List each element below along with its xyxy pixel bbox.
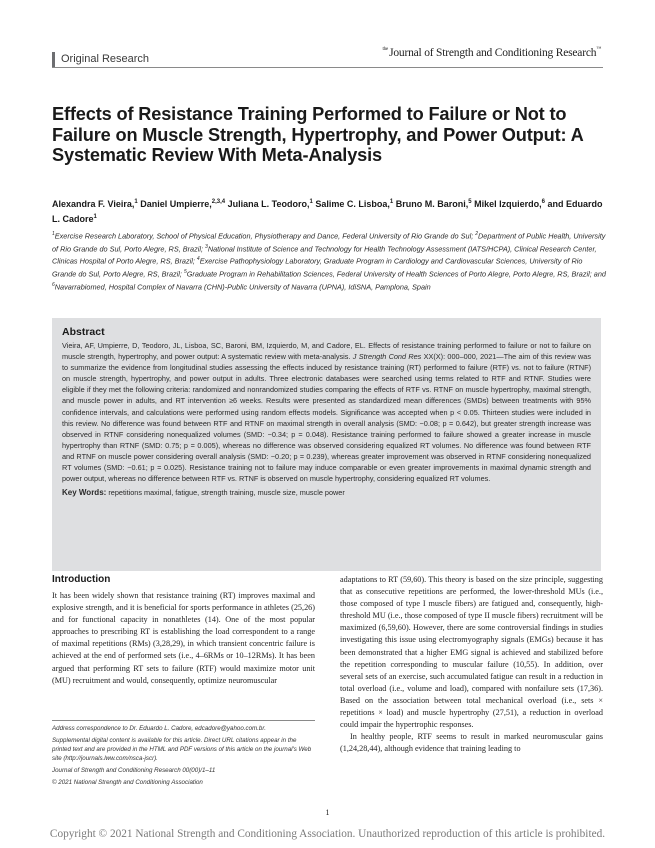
author-name: Salime C. Lisboa, — [315, 199, 390, 209]
affiliation-text: Graduate Program in Rehabilitation Sciences, Federal University of Health Sciences of Porto Alegre, Porto Alegre, RS, Brazil; and — [186, 269, 606, 279]
affiliation-marker: 5 — [183, 269, 187, 276]
abstract-heading: Abstract — [62, 326, 105, 338]
author-affiliation-marker: 1 — [93, 213, 97, 220]
author-name: and Eduardo L. Cadore — [52, 199, 603, 224]
abstract-text — [62, 340, 591, 484]
affiliation-text: Navarrabiomed, Hospital Complex of Navarra (CHN)-Public University of Navarra (UPNA), IdiSNA, Pamplona, Spain — [54, 282, 431, 292]
supplemental-note: Supplemental digital content is available for this article. Direct URL citations appear in the printed text and are provided in the HTML and PDF versions of this article on the journal's Web site (http://journals.lww.com/nsca-jscr). — [52, 737, 312, 762]
abstract-citation-volume: XX(X): 000–000, 2021— — [423, 352, 504, 362]
copyright-banner: Copyright © 2021 National Strength and Conditioning Association. Unauthorized reproduction of this article is prohibited. — [49, 828, 606, 840]
author-name: Alexandra F. Vieira, — [52, 199, 135, 209]
abstract-body: The aim of this review was to summarize the evidence from longitudinal studies assessing the effects induced by resistance training (RT) performed to failure (RTF) vs. not to failure (RTNF) on muscle strength, hypertrophy, and power output in adults. Three electronic databases were searched using terms related to RTF and RTNF. Studies were eligible if they met the following criteria: randomized and nonrandomized studies comparing the effects of RTF vs. RTNF on muscle hypertrophy, maximal strength, and muscle power in adults, and RT intervention ≥6 weeks. Results were presented as standardized mean differences (SMDs) between treatments with 95% confidence intervals, and calculations were performed using random effects models. Significance was accepted when p < 0.05. Thirteen studies were included in this review. No difference was found between RTF and RTNF on maximal strength in overall analysis (SMD: −0.08; p = 0.642), but greater strength increase was observed in RTNF considering nonequalized volumes (SMD: −0.34; p = 0.048). Resistance training performed to failure showed a greater increase in muscle hypertrophy than RTNF (SMD: 0.75; p = 0.005), whereas no difference was observed considering equalized RT volumes. No difference was found between RTF and RTNF on muscle power considering overall analysis (SMD: −0.20; p = 0.239), whereas greater improvement was observed in RTNF considering nonequalized RT volumes (SMD: −0.61; p = 0.025). Resistance training not to failure may induce comparable or even greater improvements in maximal dynamic strength and power output, whereas no difference between RTF vs. RTNF is observed on muscle hypertrophy, considering equalized RT volumes. — [62, 352, 591, 484]
page-number: 1 — [325, 808, 330, 817]
author-name: Mikel Izquierdo, — [474, 199, 542, 209]
introduction-paragraph: It has been widely shown that resistance training (RT) improves maximal and explosive strength, and it is beneficial for sports performance in athletes (25,26) and for functional capacity in nonathletes (14). One of the most popular approaches to prescribing RT is establishing the load correspondent to a range of maximal repetitions (RMs) (3,28,29), in which transient concentric failure is achieved at the end of performed sets (i.e., 4–6RMs or 10–12RMs). It has been argued that performing RT sets to failure (RTF) would maximize motor unit (MU) recruitment and would, consequently, optimize neuromuscular — [52, 591, 315, 685]
right-column — [340, 574, 603, 755]
affiliation-marker: 2 — [475, 231, 479, 237]
abstract-box — [52, 318, 601, 571]
abstract-citation: Vieira, AF, Umpierre, D, Teodoro, JL, Lisboa, SC, Baroni, BM, Izquierdo, M, and Cadore, EL. Effects of resistance training performed to failure or not to failure on muscle strength, hypertrophy, and power output: A systematic review with meta-analysis. — [62, 341, 591, 362]
left-column — [52, 574, 315, 687]
section-label: Original Research — [52, 52, 251, 67]
author-affiliation-marker: 1 — [389, 199, 394, 205]
affiliation-text: Department of Public Health, University of Rio Grande do Sul, Porto Alegre, RS, Brazil; — [52, 231, 606, 254]
affiliation-text: Exercise Research Laboratory, School of Physical Education, Physiotherapy and Dance, Federal University of Rio Grande do Sul; — [54, 231, 474, 241]
author-name: Bruno M. Baroni, — [395, 199, 469, 209]
author-affiliation-marker: 5 — [468, 199, 472, 205]
author-name: Daniel Umpierre, — [140, 199, 212, 209]
journal-logo-the: the — [382, 47, 389, 52]
author-affiliation-marker: 1 — [309, 199, 313, 205]
journal-logo-tm: ™ — [596, 47, 601, 52]
affiliations — [52, 229, 608, 293]
introduction-heading: Introduction — [52, 574, 111, 585]
author-name: Juliana L. Teodoro, — [227, 199, 310, 209]
footnotes — [52, 720, 315, 790]
introduction-paragraph-continued: adaptations to RT (59,60). This theory is based on the size principle, suggesting that as consecutive repetitions are performed, the lower-threshold MUs (i.e., those composed of type I muscle fibers) are fatigued and, consequently, high-threshold MU (i.e., those composed of type II muscle fibers) recruitment will be maximized (6,59,60). However, there are some controversial findings in studies investigating this issue using electromyography signals (EMGs) because it has been demonstrated that a higher EMG signal is achieved and stabilized before the repetition corresponding to muscular failure (10,55). In addition, over several sets of an exercise, such accumulated fatigue can result in a reduction in total overload (i.e., volume and load), compared with nonfailure sets (17,36). Based on the association between total mechanical overload (i.e., sets × repetitions × load) and muscle hypertrophy (27,51), a reduction in overload could impair the hypertrophic responses. — [340, 575, 603, 730]
journal-logo — [383, 47, 601, 59]
article-title: Effects of Resistance Training Performed to Failure or Not to Failure on Muscle Strength, Hypertrophy, and Power Output: A Systematic Review With Meta-Analysis — [52, 104, 583, 166]
correspondence-note: Address correspondence to Dr. Eduardo L. Cadore, edcadore@yahoo.com.br. — [52, 725, 266, 732]
affiliation-marker: 6 — [52, 281, 55, 288]
affiliation-text: National Institute of Science and Technology for Health Technology Assessment (IATS/HCPA), Clinical Research Center, Clinicas Hospital of Porto Alegre, RS, Brazil; — [52, 244, 597, 266]
affiliation-marker: 4 — [196, 256, 200, 263]
introduction-paragraph-2: In healthy people, RTF seems to result in marked neuromuscular gains (1,24,28,44), although evidence that training leading to — [340, 732, 603, 754]
abstract-citation-journal: J Strength Cond Res — [352, 352, 422, 362]
author-affiliation-marker: 2,3,4 — [211, 199, 226, 205]
affiliation-marker: 3 — [205, 243, 208, 250]
header-rule — [52, 67, 603, 68]
keywords — [62, 487, 591, 498]
affiliation-text: Exercise Pathophysiology Laboratory, Graduate Program in Cardiology and Cardiovascular Sciences, University of Rio Grande do Sul, Porto Alegre, RS, Brazil; — [52, 256, 583, 279]
keywords-label: Key Words: — [62, 488, 107, 498]
keywords-list: repetitions maximal, fatigue, strength training, muscle size, muscle power — [108, 488, 345, 498]
author-affiliation-marker: 1 — [134, 199, 138, 205]
affiliation-marker: 1 — [52, 231, 55, 237]
journal-reference: Journal of Strength and Conditioning Research 00(00)/1–11 — [52, 767, 216, 774]
copyright-note: © 2021 National Strength and Conditioning Association — [52, 779, 203, 786]
journal-logo-name: Journal of Strength and Conditioning Research — [389, 47, 597, 59]
author-list — [52, 196, 612, 225]
author-affiliation-marker: 6 — [541, 199, 545, 205]
